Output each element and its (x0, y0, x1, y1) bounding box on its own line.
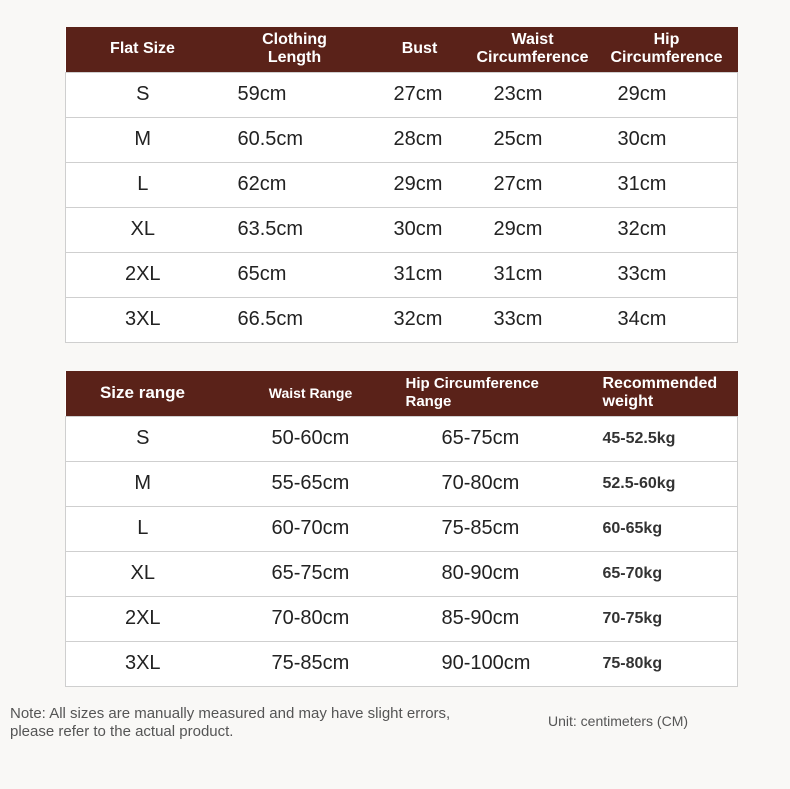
cell-length: 63.5cm (220, 207, 370, 252)
cell-hip-range: 65-75cm (402, 416, 600, 461)
cell-size: S (66, 416, 220, 461)
cell-hip: 29cm (596, 72, 738, 117)
cell-weight: 65-70kg (600, 551, 738, 596)
table-row (66, 551, 738, 596)
cell-weight: 45-52.5kg (600, 416, 738, 461)
cell-weight: 60-65kg (600, 506, 738, 551)
header-waist-circumference: Waist Circumference (476, 31, 589, 67)
cell-size: M (66, 117, 220, 162)
cell-length: 66.5cm (220, 297, 370, 342)
cell-hip-range: 85-90cm (402, 596, 600, 641)
cell-size: XL (66, 551, 220, 596)
cell-size: L (66, 506, 220, 551)
cell-bust: 32cm (370, 297, 470, 342)
cell-size: 3XL (66, 297, 220, 342)
size-range-header-row (66, 371, 738, 416)
size-chart-table (65, 27, 738, 343)
table-row (66, 506, 738, 551)
cell-bust: 30cm (370, 207, 470, 252)
cell-hip-range: 70-80cm (402, 461, 600, 506)
cell-waist: 31cm (470, 252, 596, 297)
cell-waist: 33cm (470, 297, 596, 342)
table-row (66, 297, 738, 342)
cell-hip: 33cm (596, 252, 738, 297)
table-row (66, 72, 738, 117)
cell-length: 60.5cm (220, 117, 370, 162)
cell-waist-range: 65-75cm (220, 551, 402, 596)
cell-weight: 70-75kg (600, 596, 738, 641)
cell-hip: 31cm (596, 162, 738, 207)
cell-hip-range: 75-85cm (402, 506, 600, 551)
cell-length: 59cm (220, 72, 370, 117)
table-row (66, 641, 738, 686)
header-hip-circumference: Hip Circumference (610, 31, 723, 67)
cell-size: 2XL (66, 252, 220, 297)
cell-waist-range: 75-85cm (220, 641, 402, 686)
cell-length: 62cm (220, 162, 370, 207)
header-waist-range: Waist Range (268, 385, 353, 402)
cell-bust: 28cm (370, 117, 470, 162)
header-flat-size: Flat Size (110, 40, 175, 58)
table-row (66, 416, 738, 461)
cell-hip: 30cm (596, 117, 738, 162)
cell-length: 65cm (220, 252, 370, 297)
cell-weight: 75-80kg (600, 641, 738, 686)
table-row (66, 461, 738, 506)
cell-waist: 29cm (470, 207, 596, 252)
cell-hip-range: 90-100cm (402, 641, 600, 686)
table-row (66, 252, 738, 297)
cell-waist: 27cm (470, 162, 596, 207)
size-chart-header-row (66, 27, 738, 72)
cell-size: 3XL (66, 641, 220, 686)
table-row (66, 117, 738, 162)
measurement-note: Note: All sizes are manually measured and may have slight errors, please refer to the actual product. (10, 705, 451, 740)
header-recommended-weight: Recommended weight (602, 375, 718, 411)
table-row (66, 207, 738, 252)
unit-label: Unit: centimeters (CM) (548, 713, 689, 729)
header-bust: Bust (401, 40, 438, 58)
cell-hip-range: 80-90cm (402, 551, 600, 596)
table-row (66, 596, 738, 641)
cell-size: M (66, 461, 220, 506)
cell-size: 2XL (66, 596, 220, 641)
cell-waist-range: 70-80cm (220, 596, 402, 641)
header-clothing-length: Clothing Length (262, 31, 327, 67)
cell-bust: 27cm (370, 72, 470, 117)
size-range-table (65, 371, 738, 687)
cell-waist: 25cm (470, 117, 596, 162)
cell-size: XL (66, 207, 220, 252)
cell-weight: 52.5-60kg (600, 461, 738, 506)
table-row (66, 162, 738, 207)
cell-hip: 34cm (596, 297, 738, 342)
cell-bust: 29cm (370, 162, 470, 207)
cell-waist-range: 50-60cm (220, 416, 402, 461)
header-size-range: Size range (99, 383, 186, 403)
cell-size: L (66, 162, 220, 207)
cell-waist: 23cm (470, 72, 596, 117)
header-hip-range: Hip Circumference Range (405, 375, 539, 411)
cell-size: S (66, 72, 220, 117)
cell-hip: 32cm (596, 207, 738, 252)
cell-bust: 31cm (370, 252, 470, 297)
cell-waist-range: 55-65cm (220, 461, 402, 506)
cell-waist-range: 60-70cm (220, 506, 402, 551)
